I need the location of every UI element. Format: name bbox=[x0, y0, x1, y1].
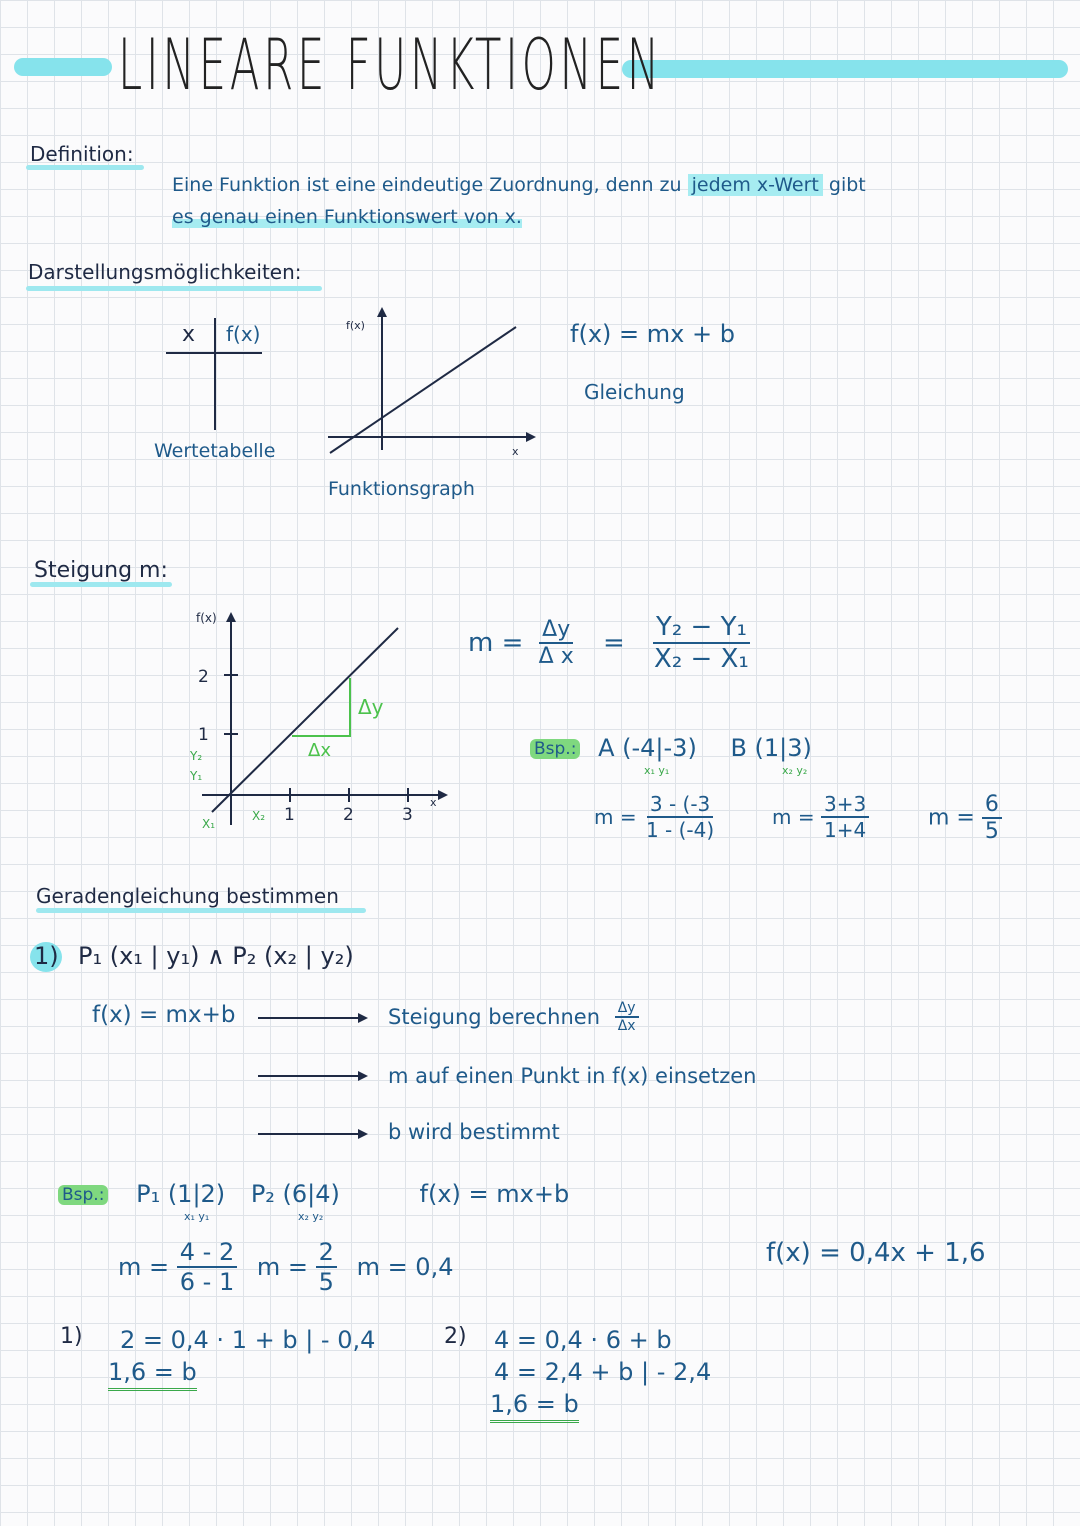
procedure-fx: f(x) = mx+b bbox=[92, 1002, 236, 1028]
definition-line-1-start: Eine Funktion ist eine eindeutige Zuordnung, denn zu bbox=[172, 174, 682, 196]
example-fx: f(x) = mx+b bbox=[419, 1180, 570, 1208]
definition-line-1-end: gibt bbox=[828, 174, 866, 196]
example-points bbox=[58, 1180, 569, 1208]
example-slope-result: m = 0,4 bbox=[356, 1253, 454, 1281]
slope-graph-y2-label: Y₂ bbox=[190, 749, 203, 763]
slope-graph-delta-x: Δx bbox=[308, 740, 331, 761]
definition-line-2-text: es genau einen Funktionswert von x. bbox=[172, 206, 522, 228]
slope-example-bsp-badge: Bsp.: bbox=[530, 739, 580, 759]
graph1-y-label: f(x) bbox=[346, 319, 365, 332]
darstellung-heading-underline bbox=[26, 286, 322, 291]
slope-graph-delta-y: Δy bbox=[358, 695, 384, 719]
table-vertical-line bbox=[214, 318, 216, 430]
slope-formula-den: X₂ − X₁ bbox=[654, 644, 749, 674]
slope-graph-tick-x3: 3 bbox=[402, 805, 413, 825]
example-slope-calc bbox=[118, 1238, 453, 1296]
slope-example-calc-1-fraction bbox=[643, 792, 717, 842]
slope-formula-dy: Δy bbox=[539, 617, 573, 644]
example-slope-den: 6 - 1 bbox=[179, 1268, 235, 1296]
slope-example-calc-3-lhs: m = bbox=[928, 805, 975, 831]
slope-example-calc-3-fraction bbox=[982, 792, 1002, 844]
slope-example-calc-1-num: 3 - (-3 bbox=[647, 792, 713, 818]
slope-example-calc-2 bbox=[772, 792, 869, 842]
example-slope-den-2: 5 bbox=[318, 1268, 334, 1296]
slope-formula bbox=[468, 612, 752, 674]
case-1-result bbox=[108, 1358, 197, 1386]
procedure-arrow-3 bbox=[258, 1126, 370, 1142]
page-title: LINEARE FUNKTIONEN bbox=[118, 24, 663, 106]
slope-example-calc-2-den: 1+4 bbox=[823, 818, 867, 842]
title-highlight-left bbox=[14, 58, 112, 76]
title-highlight-right bbox=[622, 60, 1068, 78]
case-1-line-1: 2 = 0,4 · 1 + b | - 0,4 bbox=[120, 1326, 376, 1354]
slope-example-calc-3 bbox=[928, 792, 1002, 844]
slope-graph-tick-x2: 2 bbox=[343, 805, 354, 825]
slope-example-points bbox=[530, 734, 812, 762]
case-1-label: 1) bbox=[60, 1324, 83, 1349]
case-2-line-2: 4 = 2,4 + b | - 2,4 bbox=[494, 1358, 712, 1386]
slope-graph-x1-label: X₁ bbox=[202, 817, 216, 831]
example-bsp-badge: Bsp.: bbox=[58, 1185, 108, 1205]
table-label: Wertetabelle bbox=[154, 440, 276, 462]
procedure-step-1-den: Δx bbox=[617, 1018, 636, 1034]
slope-example-calc-3-den: 5 bbox=[984, 819, 999, 844]
procedure-step-1-num: Δy bbox=[615, 1000, 639, 1018]
slope-example-calc-2-lhs: m = bbox=[772, 805, 815, 829]
procedure-step-1 bbox=[388, 1000, 639, 1034]
slope-example-calc-1-den: 1 - (-4) bbox=[645, 818, 715, 842]
steigung-heading: Steigung m: bbox=[34, 558, 168, 583]
graph1-x-label: x bbox=[512, 445, 519, 458]
slope-formula-dx: Δ x bbox=[538, 644, 574, 669]
slope-example-calc-2-fraction bbox=[821, 792, 869, 842]
geraden-heading: Geradengleichung bestimmen bbox=[36, 884, 339, 908]
example-slope-fraction-2 bbox=[316, 1238, 337, 1296]
slope-graph-tick-y1: 1 bbox=[198, 725, 209, 745]
example-point-p2: P₂ (6|4) bbox=[250, 1180, 340, 1208]
procedure-step-1-fraction bbox=[615, 1000, 639, 1034]
slope-formula-num: Y₂ − Y₁ bbox=[653, 612, 750, 644]
definition-highlight: jedem x-Wert bbox=[688, 174, 823, 196]
equation-label: Gleichung bbox=[584, 380, 685, 404]
slope-example-calc-2-num: 3+3 bbox=[821, 792, 869, 818]
procedure-step-1-text: Steigung berechnen bbox=[388, 1005, 601, 1029]
slope-graph bbox=[180, 600, 460, 840]
slope-example-point-a-sub: x₁ y₁ bbox=[644, 764, 670, 777]
example-point-p2-sub: x₂ y₂ bbox=[298, 1210, 324, 1223]
step-number: 1) bbox=[34, 942, 59, 970]
example-slope-num: 4 - 2 bbox=[177, 1238, 237, 1268]
case-2-line-1: 4 = 0,4 · 6 + b bbox=[494, 1326, 672, 1354]
case-2-label: 2) bbox=[444, 1324, 467, 1349]
example-point-p1-sub: x₁ y₁ bbox=[184, 1210, 210, 1223]
slope-example-point-a: A (-4|-3) bbox=[598, 734, 697, 762]
function-graph bbox=[320, 305, 550, 465]
slope-formula-delta-fraction bbox=[536, 617, 577, 669]
geraden-heading-underline bbox=[36, 908, 366, 913]
table-header-x: x bbox=[182, 322, 196, 347]
example-slope-num-2: 2 bbox=[316, 1238, 337, 1268]
slope-example-calc-1-lhs: m = bbox=[594, 805, 637, 829]
example-slope-fraction bbox=[177, 1238, 237, 1296]
slope-graph-tick-x1: 1 bbox=[284, 805, 295, 825]
step-points: P₁ (x₁ | y₁) ∧ P₂ (x₂ | y₂) bbox=[78, 942, 354, 970]
slope-graph-y-label: f(x) bbox=[196, 611, 217, 625]
slope-example-calc-1 bbox=[594, 792, 717, 842]
slope-formula-point-fraction bbox=[651, 612, 752, 674]
procedure-step-3: b wird bestimmt bbox=[388, 1120, 560, 1144]
example-result: f(x) = 0,4x + 1,6 bbox=[766, 1238, 986, 1268]
definition-line-2 bbox=[172, 206, 522, 228]
graph-label: Funktionsgraph bbox=[328, 478, 475, 500]
slope-graph-y1-label: Y₁ bbox=[190, 769, 203, 783]
slope-example-point-b-sub: x₂ y₂ bbox=[782, 764, 808, 777]
procedure-arrow-2 bbox=[258, 1068, 370, 1084]
darstellung-heading: Darstellungsmöglichkeiten: bbox=[28, 260, 302, 284]
example-slope-lhs-2: m = bbox=[256, 1253, 308, 1281]
case-2-result bbox=[490, 1390, 579, 1418]
table-header-fx: f(x) bbox=[226, 322, 261, 346]
case-2-line-3: 1,6 = b bbox=[490, 1390, 579, 1423]
equation: f(x) = mx + b bbox=[570, 320, 735, 348]
slope-formula-lhs: m = bbox=[468, 628, 524, 658]
procedure-arrow-1 bbox=[258, 1010, 370, 1026]
slope-example-calc-3-num: 6 bbox=[982, 792, 1002, 819]
slope-graph-x-axis-label: x bbox=[430, 796, 437, 809]
example-slope-lhs: m = bbox=[118, 1253, 170, 1281]
definition-heading: Definition: bbox=[30, 142, 134, 166]
example-point-p1: P₁ (1|2) bbox=[136, 1180, 226, 1208]
case-1-line-2: 1,6 = b bbox=[108, 1358, 197, 1391]
slope-graph-x2-label: X₂ bbox=[252, 809, 266, 823]
definition-line-1 bbox=[172, 174, 866, 196]
procedure-step-2: m auf einen Punkt in f(x) einsetzen bbox=[388, 1064, 757, 1088]
slope-formula-equals: = bbox=[602, 628, 625, 658]
slope-graph-tick-y2: 2 bbox=[198, 667, 209, 687]
slope-example-point-b: B (1|3) bbox=[730, 734, 812, 762]
